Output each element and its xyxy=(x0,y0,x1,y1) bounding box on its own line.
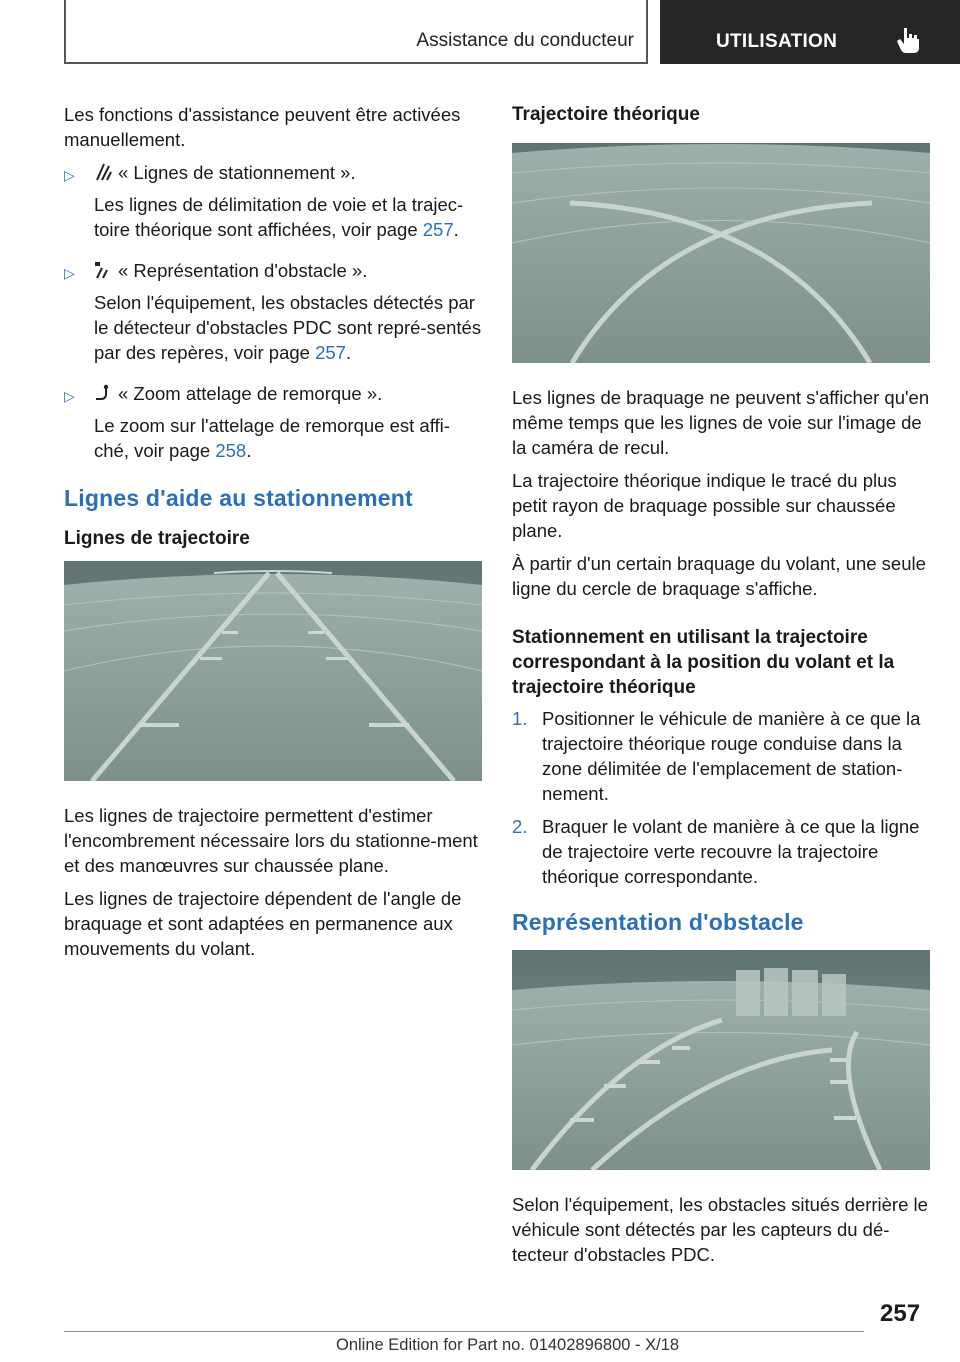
obstacle-paragraph: Selon l'équipement, les obstacles situés derrière le véhicule sont détectés par les capteurs du dé‐tecteur d'obstacles PDC. xyxy=(512,1194,928,1265)
subsection-title-trajectory-lines: Lignes de trajectoire xyxy=(64,528,250,549)
trajectory-lines-illustration xyxy=(64,561,482,781)
bullet-triangle-icon: ▷ xyxy=(64,388,75,404)
subsection-title-theoretical-trajectory: Trajectoire théorique xyxy=(512,104,700,125)
function-label: « Représentation d'obstacle ». xyxy=(118,260,368,281)
page-number: 257 xyxy=(880,1300,921,1327)
list-item xyxy=(512,706,930,806)
page-link[interactable]: 258 xyxy=(215,440,247,461)
list-item: ▷ « Zoom attelage de remorque ». Le zoom sur l'attelage de remorque est affi‐ché, voir page 258. xyxy=(64,383,450,461)
section-title-obstacle: Représentation d'obstacle xyxy=(512,909,804,935)
trajectory-lines-paragraph-2: Les lignes de trajectoire dépendent de l'angle de braquage et sont adaptées en permanence aux mouvements du volant. xyxy=(64,888,462,959)
parking-lines-icon xyxy=(94,163,112,181)
header-chapter-label: UTILISATION xyxy=(716,31,838,52)
function-list xyxy=(64,160,482,463)
function-description: Les lignes de délimitation de voie et la trajec‐toire théorique sont affichées, voir page xyxy=(94,194,464,240)
page-link[interactable]: 257 xyxy=(422,219,454,240)
step-number: 1. xyxy=(512,708,528,729)
footer-edition: Online Edition for Part no. 01402896800 - X/18 xyxy=(336,1336,680,1354)
function-label: « Zoom attelage de remorque ». xyxy=(118,383,383,404)
function-label: « Lignes de stationnement ». xyxy=(118,162,356,183)
function-description: Le zoom sur l'attelage de remorque est affi‐ché, voir page xyxy=(94,415,450,461)
footer-divider xyxy=(64,1331,864,1332)
header-chapter-tab xyxy=(660,0,960,64)
bullet-triangle-icon: ▷ xyxy=(64,167,75,183)
left-column xyxy=(64,102,482,969)
header-section-box xyxy=(64,0,648,64)
step-number: 2. xyxy=(512,816,528,837)
right-column xyxy=(512,102,930,1275)
page-link[interactable]: 257 xyxy=(315,342,346,363)
pointing-hand-icon xyxy=(896,26,922,54)
list-item: ▷ « Représentation d'obstacle ». Selon l'équipement, les obstacles détectés par le détecteur d'obstacles PDC sont repré‐sentés par des repères, voir page 257. xyxy=(64,260,482,363)
theoretical-trajectory-illustration xyxy=(512,143,930,363)
step-text: Braquer le volant de manière à ce que la ligne de trajectoire verte recouvre la trajectoire théorique correspondante. xyxy=(542,816,920,887)
theoretical-paragraph-2: La trajectoire théorique indique le tracé du plus petit rayon de braquage possible sur chaussée plane. xyxy=(512,470,897,541)
function-description: Selon l'équipement, les obstacles détectés par le détecteur d'obstacles PDC sont repré‐sentés par des repères, voir page xyxy=(94,292,482,363)
section-title-parking-lines: Lignes d'aide au stationnement xyxy=(64,485,413,511)
subsection-title-parking-procedure: Stationnement en utilisant la trajectoire correspondant à la position du volant et la trajectoire théorique xyxy=(512,627,895,698)
obstacle-icon xyxy=(94,261,112,279)
obstacle-illustration xyxy=(512,950,930,1170)
header-section-title: Assistance du conducteur xyxy=(416,30,634,51)
theoretical-paragraph-3: À partir d'un certain braquage du volant, une seule ligne du cercle de braquage s'affiche. xyxy=(512,553,926,599)
bullet-triangle-icon: ▷ xyxy=(64,265,75,281)
list-item xyxy=(512,814,930,889)
trajectory-lines-paragraph-1: Les lignes de trajectoire permettent d'estimer l'encombrement nécessaire lors du stationne‐ment et des manœuvres sur chaussée plane. xyxy=(64,805,478,876)
step-text: Positionner le véhicule de manière à ce que la trajectoire théorique rouge conduise dans la zone délimitée de l'emplacement de station‐nement. xyxy=(542,708,921,804)
list-item: ▷ « Lignes de stationnement ». Les lignes de délimitation de voie et la trajec‐toire théorique sont affichées, voir page 257. xyxy=(64,162,464,240)
theoretical-paragraph-1: Les lignes de braquage ne peuvent s'afficher qu'en même temps que les lignes de voie sur l'image de la caméra de recul. xyxy=(512,387,930,458)
intro-text: Les fonctions d'assistance peuvent être activées manuellement. xyxy=(64,104,461,150)
trailer-hitch-icon xyxy=(94,384,112,402)
parking-steps-list xyxy=(512,706,930,889)
